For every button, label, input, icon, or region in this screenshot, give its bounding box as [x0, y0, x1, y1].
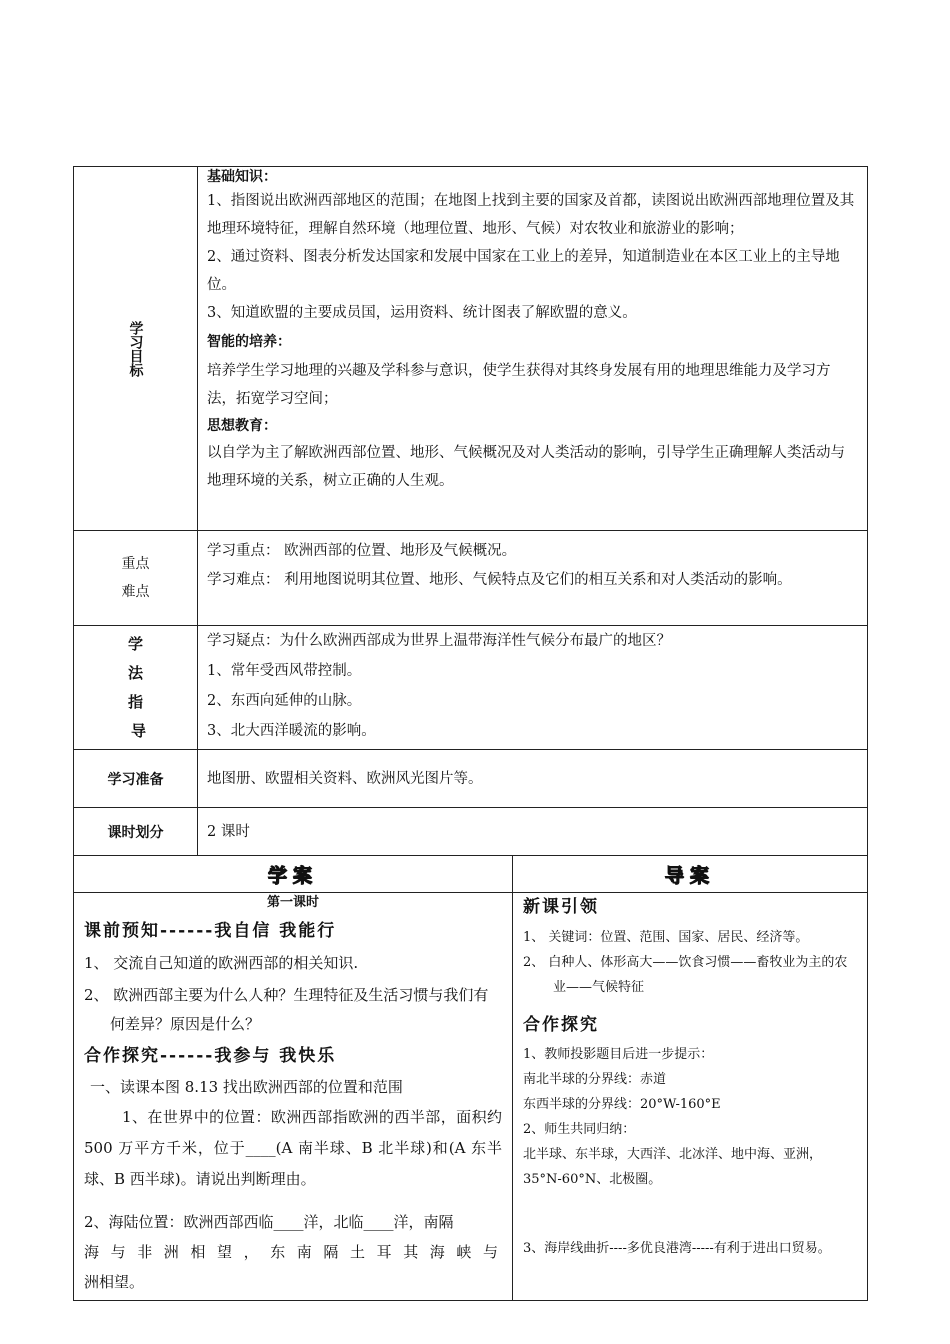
new-lesson-item-1: 1、 关键词：位置、范围、国家、居民、经济等。	[523, 930, 809, 945]
objectives-label-text: 学习目标	[127, 320, 144, 377]
preparation-label: 学习准备	[74, 750, 198, 807]
lesson-title: 第一课时	[266, 895, 319, 910]
method-item-1: 1、常年受西风带控制。	[207, 663, 362, 679]
schedule-content	[198, 808, 867, 855]
explore-item-2a: 2、海陆位置：欧洲西部西临____洋，北临____洋，南隔	[84, 1213, 454, 1231]
hint-title: 1、教师投影题目后进一步提示：	[523, 1047, 714, 1062]
schedule-row	[74, 808, 867, 856]
key-points-row	[74, 531, 867, 626]
key-points-content	[198, 531, 867, 625]
method-question: 学习疑点：为什么欧洲西部成为世界上温带海洋性气候分布最广的地区？	[207, 633, 671, 649]
explore-item-2c: 洲相望。	[84, 1273, 145, 1291]
method-label-char-2: 法	[127, 663, 143, 682]
summary-text: 北半球、东半球，大西洋、北冰洋、地中海、亚洲，35°N-60°N、北极圈。	[523, 1147, 823, 1187]
guide-explore-title: 合作探究	[523, 1015, 599, 1035]
preview-title: 课前预知------我自信 我能行	[84, 921, 337, 941]
method-label-char-1: 学	[127, 634, 143, 653]
explore-item-2b: 海与非洲相望，东南隔土耳其海峡与	[84, 1243, 502, 1261]
method-row	[74, 626, 867, 750]
plans-row	[74, 856, 867, 1300]
preparation-content	[198, 750, 867, 807]
thought-title: 思想教育：	[207, 418, 277, 434]
method-content	[198, 626, 867, 749]
preparation-text: 地图册、欧盟相关资料、欧洲风光图片等。	[207, 770, 483, 787]
new-lesson-item-2: 2、 白种人、体形高大——饮食习惯——畜牧业为主的农业——气候特征	[523, 955, 848, 995]
difficult-label: 难点	[121, 584, 150, 600]
preview-item-2: 2、 欧洲西部主要为什么人种？生理特征及生活习惯与我们有何差异？原因是什么？	[84, 986, 489, 1033]
study-plan-column	[74, 856, 513, 1300]
key-points-label	[74, 531, 198, 625]
method-label	[74, 626, 198, 749]
coastline-note: 3、海岸线曲折----多优良港湾-----有利于进出口贸易。	[523, 1241, 831, 1256]
guide-plan-column	[513, 856, 867, 1300]
study-plan-banner: 学案	[267, 864, 318, 887]
schedule-text: 2 课时	[207, 823, 250, 840]
objectives-content	[198, 167, 867, 530]
method-label-char-4: 导	[130, 721, 146, 740]
ability-text: 培养学生学习地理的兴趣及学科参与意识，使学生获得对其终身发展有用的地理思维能力及学习方法，拓宽学习空间；	[207, 363, 831, 407]
method-label-char-3: 指	[127, 692, 143, 711]
basic-knowledge-item-2: 2、通过资料、图表分析发达国家和发展中国家在工业上的差异，知道制造业在本区工业上的主导地位。	[207, 249, 840, 293]
schedule-label: 课时划分	[74, 808, 198, 855]
basic-knowledge-title: 基础知识：	[207, 169, 277, 185]
guide-plan-banner: 导案	[664, 864, 715, 887]
thought-text: 以自学为主了解欧洲西部位置、地形、气候概况及对人类活动的影响，引导学生正确理解人类活动与地理环境的关系，树立正确的人生观。	[207, 445, 845, 489]
difficult-point-text: 学习难点： 利用地图说明其位置、地形、气候特点及它们的相互关系和对人类活动的影响。	[207, 572, 792, 588]
hint-item-1: 南北半球的分界线：赤道	[523, 1072, 667, 1087]
preview-item-1: 1、 交流自己知道的欧洲西部的相关知识.	[84, 954, 359, 972]
explore-item-1: 1、在世界中的位置：欧洲西部指欧洲的西半部，面积约 500 万平方千米，位于____(A 南半球、B 北半球)和(A 东半球、B 西半球)。请说出判断理由。	[84, 1108, 502, 1188]
objectives-row	[74, 167, 867, 531]
basic-knowledge-item-3: 3、知道欧盟的主要成员国，运用资料、统计图表了解欧盟的意义。	[207, 305, 637, 321]
new-lesson-title: 新课引领	[523, 897, 599, 917]
objectives-label	[74, 167, 198, 530]
key-point-text: 学习重点： 欧洲西部的位置、地形及气候概况。	[207, 543, 517, 559]
method-item-3: 3、北大西洋暖流的影响。	[207, 723, 376, 739]
guide-plan-header	[513, 856, 867, 893]
study-plan-body	[74, 893, 512, 1297]
guide-plan-body	[513, 893, 867, 1261]
study-plan-header	[74, 856, 512, 893]
explore-title: 合作探究------我参与 我快乐	[84, 1046, 337, 1066]
hint-item-2: 东西半球的分界线：20°W-160°E	[523, 1097, 721, 1112]
summary-title: 2、师生共同归纳：	[523, 1122, 636, 1137]
key-label: 重点	[121, 556, 150, 572]
lesson-plan-table	[73, 166, 868, 1301]
basic-knowledge-item-1: 1、指图说出欧洲西部地区的范围；在地图上找到主要的国家及首都，读图说出欧洲西部地理位置及其地理环境特征，理解自然环境（地理位置、地形、气候）对农牧业和旅游业的影响；	[207, 193, 855, 237]
method-item-2: 2、东西向延伸的山脉。	[207, 693, 362, 709]
explore-intro: 一、读课本图 8.13 找出欧洲西部的位置和范围	[90, 1078, 403, 1096]
ability-title: 智能的培养：	[207, 334, 291, 350]
preparation-row	[74, 750, 867, 808]
